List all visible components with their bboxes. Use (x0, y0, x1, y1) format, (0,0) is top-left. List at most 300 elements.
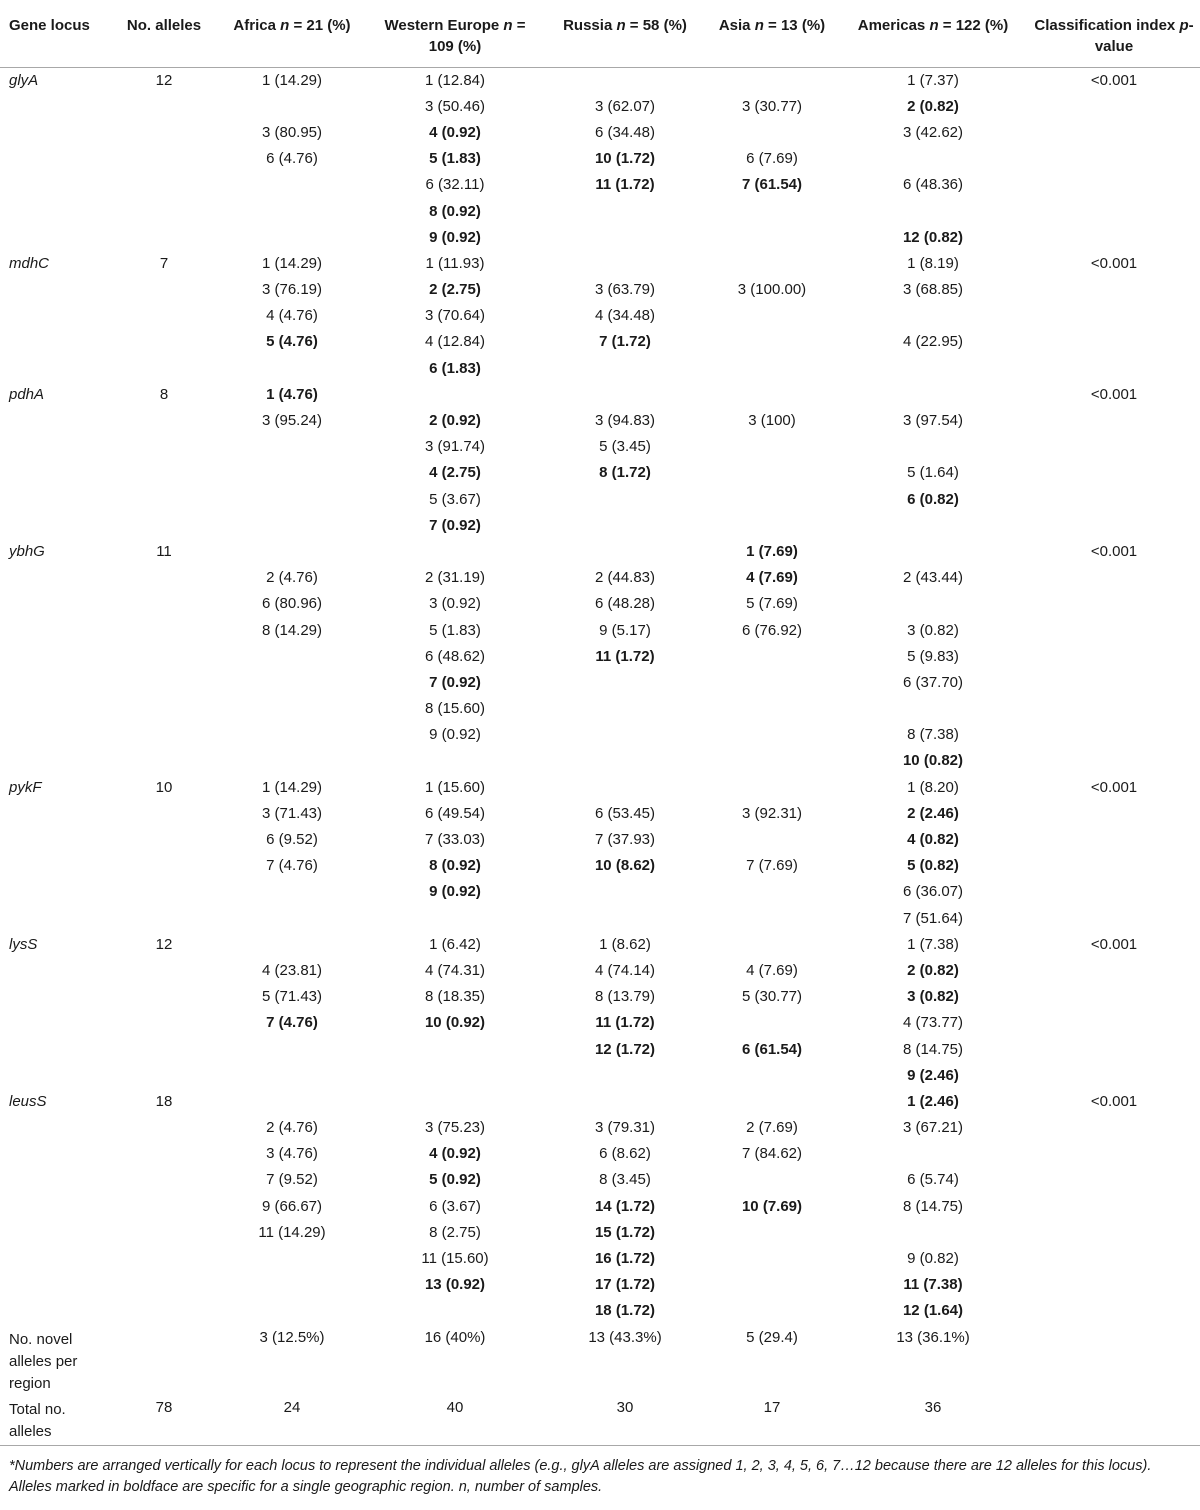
table-row (0, 1298, 1200, 1324)
allele-count-cell (110, 94, 218, 120)
allele-value-cell: 3 (42.62) (902, 123, 964, 141)
allele-value-cell: 10 (7.69) (741, 1197, 803, 1215)
allele-count-cell (110, 722, 218, 748)
allele-value-cell: 11 (1.72) (595, 176, 655, 194)
allele-value-cell: 6 (8.62) (599, 1145, 651, 1163)
table-row (0, 591, 1200, 617)
allele-value-cell (218, 198, 366, 224)
allele-value-cell: 8 (3.45) (599, 1171, 651, 1189)
allele-value-cell: 1 (8.62) (599, 935, 651, 953)
allele-value-cell: 7 (4.76) (266, 1014, 318, 1032)
allele-value-cell: 3 (0.82) (907, 621, 959, 639)
allele-value-cell: 10 (1.72) (594, 150, 656, 168)
allele-value-cell: 4 (4.76) (266, 307, 318, 325)
allele-count-cell (110, 591, 218, 617)
p-value-cell (1028, 591, 1200, 617)
table-row (0, 670, 1200, 696)
gene-locus-cell (0, 277, 110, 303)
allele-value-cell: 11 (7.38) (903, 1276, 963, 1294)
allele-value-cell (706, 827, 838, 853)
allele-value-cell (218, 487, 366, 513)
allele-value-cell: 3 (71.43) (261, 804, 323, 822)
allele-value-cell: 5 (4.76) (266, 333, 318, 351)
summary-value-cell: 13 (43.3%) (588, 1328, 662, 1346)
gene-locus-cell (0, 1036, 110, 1062)
p-value-cell (1028, 670, 1200, 696)
allele-value-cell (218, 670, 366, 696)
allele-count-cell (110, 513, 218, 539)
allele-value-cell (544, 722, 706, 748)
allele-value-cell: 8 (18.35) (424, 988, 486, 1006)
gene-locus-cell: lysS (9, 935, 38, 953)
table-row (0, 356, 1200, 382)
summary-value-cell (1028, 1395, 1200, 1446)
allele-value-cell: 3 (80.95) (261, 123, 323, 141)
table-row (0, 251, 1200, 277)
allele-value-cell: 9 (2.46) (907, 1066, 959, 1084)
allele-value-cell (706, 356, 838, 382)
column-header: Gene locus (0, 0, 110, 67)
allele-value-cell: 5 (1.64) (907, 464, 959, 482)
allele-value-cell: 7 (4.76) (266, 857, 318, 875)
allele-value-cell (706, 644, 838, 670)
table-row (0, 932, 1200, 958)
allele-value-cell: 1 (15.60) (424, 778, 486, 796)
summary-value-cell: 30 (544, 1395, 706, 1446)
gene-locus-cell (0, 225, 110, 251)
allele-value-cell: 3 (75.23) (424, 1119, 486, 1137)
p-value-cell: <0.001 (1090, 1092, 1138, 1110)
allele-value-cell (706, 434, 838, 460)
table-row (0, 775, 1200, 801)
allele-value-cell: 9 (0.92) (429, 883, 481, 901)
gene-locus-cell (0, 303, 110, 329)
allele-count-cell: 11 (156, 542, 172, 560)
table-row (0, 487, 1200, 513)
allele-value-cell: 11 (15.60) (421, 1250, 489, 1268)
allele-value-cell: 6 (9.52) (266, 831, 318, 849)
allele-value-cell: 1 (14.29) (261, 71, 323, 89)
p-value-cell (1028, 827, 1200, 853)
allele-value-cell: 11 (1.72) (595, 1014, 655, 1032)
allele-value-cell (706, 1220, 838, 1246)
p-value-cell (1028, 434, 1200, 460)
allele-value-cell: 6 (7.69) (746, 150, 798, 168)
allele-value-cell (218, 225, 366, 251)
allele-value-cell: 1 (6.42) (429, 935, 481, 953)
allele-value-cell (218, 1272, 366, 1298)
allele-value-cell: 5 (71.43) (261, 988, 323, 1006)
allele-value-cell: 3 (94.83) (594, 412, 656, 430)
summary-value-cell: 5 (29.4) (746, 1328, 798, 1346)
allele-value-cell (838, 434, 1028, 460)
allele-count-cell (110, 1141, 218, 1167)
gene-locus-cell (0, 1141, 110, 1167)
table-row (0, 408, 1200, 434)
gene-locus-cell: glyA (9, 71, 39, 89)
allele-value-cell: 9 (0.92) (429, 726, 481, 744)
allele-count-cell (110, 748, 218, 774)
allele-value-cell (706, 460, 838, 486)
column-header: Classification index p-value (1028, 0, 1200, 67)
p-value-cell (1028, 906, 1200, 932)
allele-count-cell (110, 225, 218, 251)
gene-locus-cell (0, 906, 110, 932)
p-value-cell (1028, 1115, 1200, 1141)
table-row (0, 94, 1200, 120)
allele-value-cell (706, 775, 838, 801)
allele-value-cell (544, 251, 706, 277)
gene-locus-cell (0, 172, 110, 198)
p-value-cell (1028, 120, 1200, 146)
allele-value-cell (838, 382, 1028, 408)
allele-value-cell: 8 (14.75) (902, 1197, 964, 1215)
p-value-cell (1028, 958, 1200, 984)
allele-count-cell (110, 1220, 218, 1246)
p-value-cell (1028, 1141, 1200, 1167)
p-value-cell (1028, 748, 1200, 774)
allele-count-cell (110, 565, 218, 591)
gene-locus-cell (0, 94, 110, 120)
allele-value-cell: 5 (7.69) (746, 595, 798, 613)
allele-value-cell (706, 696, 838, 722)
summary-label-cell: No. novel alleles per region (9, 1330, 78, 1392)
allele-value-cell (706, 225, 838, 251)
allele-value-cell (706, 906, 838, 932)
table-row (0, 1063, 1200, 1089)
allele-value-cell: 2 (31.19) (424, 569, 486, 587)
table-row (0, 1246, 1200, 1272)
table-row (0, 172, 1200, 198)
allele-value-cell (544, 198, 706, 224)
allele-value-cell: 7 (0.92) (429, 673, 481, 691)
allele-value-cell: 4 (0.82) (907, 831, 959, 849)
allele-value-cell (706, 1272, 838, 1298)
allele-value-cell: 3 (67.21) (902, 1119, 964, 1137)
allele-value-cell: 7 (37.93) (594, 831, 656, 849)
allele-value-cell: 1 (12.84) (424, 71, 486, 89)
allele-value-cell (838, 539, 1028, 565)
allele-count-cell (110, 487, 218, 513)
allele-value-cell (218, 1063, 366, 1089)
p-value-cell (1028, 303, 1200, 329)
p-value-cell (1028, 408, 1200, 434)
allele-value-cell: 1 (7.69) (746, 542, 798, 560)
allele-value-cell (218, 513, 366, 539)
allele-value-cell: 6 (4.76) (266, 150, 318, 168)
allele-value-cell: 6 (37.70) (902, 673, 964, 691)
table-row (0, 539, 1200, 565)
p-value-cell (1028, 356, 1200, 382)
allele-value-cell: 9 (66.67) (261, 1197, 323, 1215)
allele-value-cell: 3 (79.31) (594, 1119, 656, 1137)
gene-locus-cell (0, 827, 110, 853)
allele-count-cell (110, 696, 218, 722)
allele-value-cell: 11 (14.29) (258, 1223, 326, 1241)
table-footnote: *Numbers are arranged vertically for each locus to represent the individual alleles (e.g., glyA alleles are assigned 1, 2, 3, 4, 5, 6, 7…12 because there are 12 alleles for this locus). Alleles marked in boldface are specific for a single geographic region. n, number of samples. (9, 1457, 1152, 1495)
gene-locus-cell (0, 1246, 110, 1272)
summary-row (0, 1395, 1200, 1446)
summary-value-cell: 17 (706, 1395, 838, 1446)
table-row (0, 1141, 1200, 1167)
allele-value-cell: 3 (62.07) (594, 97, 656, 115)
allele-value-cell: 1 (7.37) (907, 71, 959, 89)
gene-locus-cell: pdhA (9, 385, 45, 403)
allele-count-cell (110, 906, 218, 932)
allele-value-cell: 6 (49.54) (424, 804, 486, 822)
allele-value-cell (544, 670, 706, 696)
gene-locus-cell (0, 487, 110, 513)
table-row (0, 1089, 1200, 1115)
table-row (0, 67, 1200, 94)
allele-value-cell (544, 879, 706, 905)
allele-value-cell (366, 539, 544, 565)
p-value-cell (1028, 460, 1200, 486)
allele-value-cell (218, 1089, 366, 1115)
p-value-cell (1028, 329, 1200, 355)
allele-value-cell (706, 1167, 838, 1193)
allele-value-cell: 3 (68.85) (902, 281, 964, 299)
allele-value-cell: 4 (22.95) (902, 333, 964, 351)
allele-count-cell (110, 146, 218, 172)
table-row (0, 906, 1200, 932)
gene-locus-cell (0, 722, 110, 748)
allele-count-cell (110, 434, 218, 460)
p-value-cell (1028, 277, 1200, 303)
allele-value-cell: 9 (0.92) (429, 228, 481, 246)
gene-locus-cell (0, 670, 110, 696)
gene-locus-cell (0, 120, 110, 146)
p-value-cell (1028, 853, 1200, 879)
allele-count-cell (110, 801, 218, 827)
table-row (0, 879, 1200, 905)
column-header: Western Europe n = 109 (%) (366, 0, 544, 67)
allele-value-cell (218, 172, 366, 198)
allele-value-cell (544, 748, 706, 774)
allele-value-cell: 5 (9.83) (907, 647, 959, 665)
allele-value-cell (544, 487, 706, 513)
allele-value-cell: 4 (74.31) (424, 961, 486, 979)
p-value-cell (1028, 146, 1200, 172)
allele-value-cell: 8 (14.29) (261, 621, 323, 639)
allele-value-cell: 3 (76.19) (261, 281, 323, 299)
allele-value-cell: 2 (2.46) (907, 804, 959, 822)
allele-value-cell: 7 (51.64) (902, 909, 964, 927)
allele-value-cell: 6 (34.48) (594, 123, 656, 141)
gene-locus-cell (0, 565, 110, 591)
gene-locus-cell (0, 198, 110, 224)
allele-value-cell (544, 539, 706, 565)
allele-value-cell: 3 (92.31) (741, 804, 803, 822)
allele-value-cell: 8 (13.79) (594, 988, 656, 1006)
gene-locus-cell (0, 146, 110, 172)
allele-value-cell: 7 (33.03) (424, 831, 486, 849)
summary-row (0, 1325, 1200, 1395)
table-row (0, 329, 1200, 355)
allele-value-cell: 4 (0.92) (429, 123, 481, 141)
allele-value-cell: 4 (7.69) (746, 961, 798, 979)
allele-count-cell (110, 958, 218, 984)
p-value-cell (1028, 94, 1200, 120)
allele-count-cell: 12 (155, 71, 173, 89)
header-row (0, 0, 1200, 67)
allele-value-cell (366, 1036, 544, 1062)
gene-locus-cell: pykF (9, 778, 42, 796)
allele-value-cell (544, 356, 706, 382)
allele-value-cell (544, 696, 706, 722)
gene-locus-cell (0, 801, 110, 827)
gene-locus-cell: mdhC (9, 254, 50, 272)
allele-value-cell (838, 356, 1028, 382)
allele-value-cell: 10 (0.92) (424, 1014, 486, 1032)
table-row (0, 1167, 1200, 1193)
allele-count-cell (110, 1167, 218, 1193)
allele-value-cell: 5 (0.82) (907, 857, 959, 875)
gene-locus-cell: ybhG (9, 542, 45, 560)
allele-value-cell: 8 (15.60) (424, 700, 486, 718)
allele-count-cell (110, 120, 218, 146)
p-value-cell (1028, 1246, 1200, 1272)
allele-value-cell (706, 382, 838, 408)
table-row (0, 958, 1200, 984)
allele-value-cell (366, 1089, 544, 1115)
summary-value-cell (110, 1325, 218, 1395)
gene-locus-cell (0, 513, 110, 539)
p-value-cell (1028, 198, 1200, 224)
allele-value-cell (218, 644, 366, 670)
p-value-cell (1028, 565, 1200, 591)
table-row (0, 722, 1200, 748)
allele-value-cell: 7 (1.72) (599, 333, 651, 351)
summary-label-cell: Total no. alleles (0, 1395, 110, 1446)
allele-value-cell: 12 (1.64) (902, 1302, 964, 1320)
allele-count-cell (110, 670, 218, 696)
allele-value-cell: 4 (74.14) (594, 961, 656, 979)
allele-value-cell: 7 (0.92) (429, 516, 481, 534)
summary-value-cell: 24 (218, 1395, 366, 1446)
table-row (0, 617, 1200, 643)
allele-value-cell (218, 94, 366, 120)
allele-value-cell: 6 (80.96) (261, 595, 323, 613)
allele-count-cell (110, 1246, 218, 1272)
allele-value-cell: 5 (0.92) (429, 1171, 481, 1189)
allele-value-cell: 13 (0.92) (424, 1276, 486, 1294)
table-row (0, 1194, 1200, 1220)
table-row (0, 853, 1200, 879)
allele-value-cell: 3 (30.77) (741, 97, 803, 115)
table-body (0, 67, 1200, 1445)
allele-value-cell: 8 (0.92) (429, 202, 481, 220)
allele-value-cell: 14 (1.72) (594, 1197, 656, 1215)
allele-value-cell (218, 460, 366, 486)
gene-locus-cell (0, 958, 110, 984)
allele-value-cell: 2 (0.92) (429, 412, 481, 430)
gene-locus-cell (0, 644, 110, 670)
p-value-cell (1028, 879, 1200, 905)
p-value-cell (1028, 696, 1200, 722)
table-row (0, 120, 1200, 146)
allele-value-cell (838, 591, 1028, 617)
allele-value-cell: 4 (7.69) (746, 569, 798, 587)
allele-value-cell (706, 1298, 838, 1324)
allele-count-cell (110, 198, 218, 224)
column-header: No. alleles (110, 0, 218, 67)
table-row (0, 460, 1200, 486)
allele-value-cell: 3 (0.82) (907, 988, 959, 1006)
allele-value-cell (366, 906, 544, 932)
p-value-cell (1028, 722, 1200, 748)
allele-value-cell (706, 670, 838, 696)
summary-value-cell: 3 (12.5%) (259, 1328, 325, 1346)
allele-value-cell (838, 198, 1028, 224)
table-row (0, 434, 1200, 460)
allele-value-cell: 3 (63.79) (594, 281, 656, 299)
allele-value-cell: 1 (14.29) (261, 254, 323, 272)
allele-value-cell: 16 (1.72) (594, 1250, 656, 1268)
allele-value-cell: 1 (11.93) (425, 254, 485, 272)
summary-value-cell: 36 (838, 1395, 1028, 1446)
allele-count-cell (110, 1115, 218, 1141)
summary-value-cell: 78 (110, 1395, 218, 1446)
allele-count-cell: 10 (155, 778, 173, 796)
allele-value-cell: 3 (91.74) (424, 438, 486, 456)
p-value-cell (1028, 1298, 1200, 1324)
p-value-cell (1028, 1272, 1200, 1298)
table-row (0, 801, 1200, 827)
allele-count-cell (110, 1272, 218, 1298)
gene-locus-cell (0, 1220, 110, 1246)
table-row (0, 382, 1200, 408)
gene-locus-cell (0, 434, 110, 460)
allele-count-cell (110, 172, 218, 198)
allele-value-cell: 6 (76.92) (741, 621, 803, 639)
allele-value-cell: 1 (8.19) (907, 254, 959, 272)
allele-value-cell: 7 (61.54) (741, 176, 803, 194)
allele-value-cell: 2 (0.82) (907, 961, 959, 979)
allele-value-cell (218, 539, 366, 565)
allele-value-cell: 1 (2.46) (907, 1092, 959, 1110)
p-value-cell (1028, 1220, 1200, 1246)
allele-value-cell: 5 (1.83) (429, 150, 481, 168)
allele-value-cell (706, 748, 838, 774)
allele-value-cell: 3 (97.54) (902, 412, 964, 430)
table-row (0, 1010, 1200, 1036)
allele-value-cell: 7 (7.69) (746, 857, 798, 875)
gene-locus-cell (0, 617, 110, 643)
allele-count-cell: 8 (159, 385, 169, 403)
p-value-cell (1028, 172, 1200, 198)
allele-count-cell (110, 408, 218, 434)
summary-value-cell: 16 (40%) (424, 1328, 486, 1346)
allele-count-cell: 12 (155, 935, 173, 953)
allele-value-cell: 4 (12.84) (424, 333, 486, 351)
allele-value-cell: 3 (100) (748, 412, 796, 430)
column-header: Russia n = 58 (%) (544, 0, 706, 67)
allele-value-cell: 6 (32.11) (425, 176, 485, 194)
allele-value-cell: 6 (48.28) (594, 595, 656, 613)
allele-count-cell (110, 644, 218, 670)
p-value-cell (1028, 225, 1200, 251)
allele-value-cell (706, 329, 838, 355)
gene-locus-cell (0, 984, 110, 1010)
allele-value-cell (544, 225, 706, 251)
allele-value-cell: 1 (8.20) (907, 778, 959, 796)
allele-value-cell (218, 434, 366, 460)
allele-value-cell: 4 (23.81) (261, 961, 323, 979)
allele-value-cell (218, 1246, 366, 1272)
allele-count-cell (110, 356, 218, 382)
allele-count-cell (110, 879, 218, 905)
